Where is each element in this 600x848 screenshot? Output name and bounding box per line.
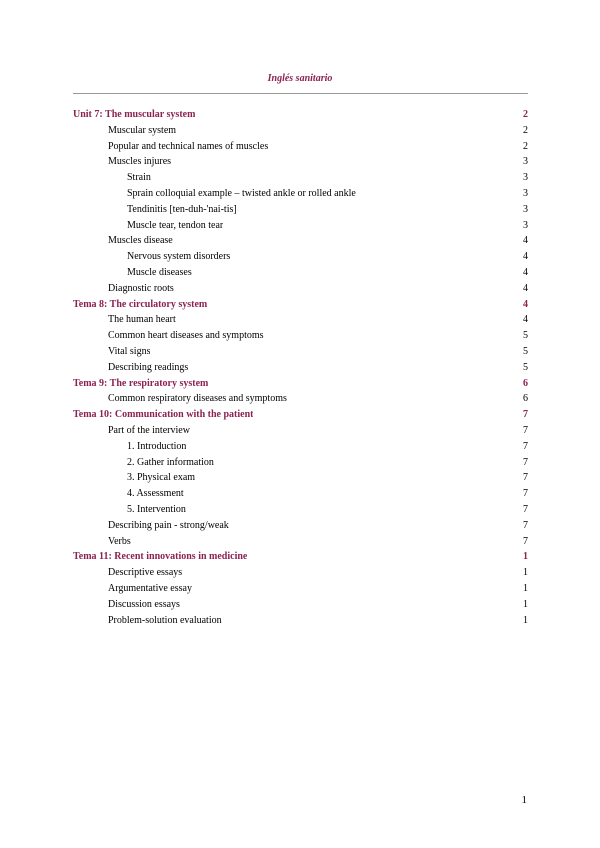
toc-entry-page: 3 (523, 187, 528, 199)
toc-entry-page: 6 (523, 377, 528, 389)
toc-entry[interactable] (73, 249, 528, 265)
toc-entry-page: 7 (523, 409, 528, 421)
page-number: 1 (521, 794, 527, 806)
toc-entry-page: 5 (523, 361, 528, 373)
toc-entry-label: Strain (127, 172, 151, 184)
toc-entry[interactable] (73, 123, 528, 139)
toc-entry-label: Tema 8: The circulatory system (73, 298, 208, 310)
toc-entry[interactable] (73, 218, 528, 234)
toc-entry[interactable] (73, 139, 528, 155)
toc-entry-label: Tema 9: The respiratory system (73, 377, 209, 389)
toc-entry-page: 7 (523, 424, 528, 436)
toc-entry-label: Descriptive essays (108, 567, 183, 579)
toc-entry[interactable] (73, 565, 528, 581)
table-of-contents (73, 107, 528, 628)
toc-entry[interactable] (73, 186, 528, 202)
toc-entry-label: Verbs (108, 535, 131, 547)
toc-entry-label: Describing readings (108, 361, 189, 373)
toc-entry-page: 1 (523, 551, 528, 563)
toc-entry-label: Discussion essays (108, 598, 180, 610)
toc-entry[interactable] (73, 455, 528, 471)
toc-entry-page: 6 (523, 393, 528, 405)
toc-entry-label: Tema 11: Recent innovations in medicine (73, 551, 248, 563)
toc-entry-page: 3 (523, 172, 528, 184)
toc-entry[interactable] (73, 439, 528, 455)
toc-entry[interactable] (73, 391, 528, 407)
toc-entry-label: Common respiratory diseases and symptoms (108, 393, 287, 405)
toc-entry[interactable] (73, 534, 528, 550)
toc-chapter-entry[interactable] (73, 549, 528, 565)
toc-entry-label: Argumentative essay (108, 582, 192, 594)
toc-entry-page: 3 (523, 203, 528, 215)
toc-entry-label: Common heart diseases and symptoms (108, 330, 264, 342)
toc-entry[interactable] (73, 170, 528, 186)
toc-entry-page: 4 (523, 298, 528, 310)
toc-entry-page: 3 (523, 156, 528, 168)
toc-entry-label: Popular and technical names of muscles (108, 140, 269, 152)
toc-entry-label: Tema 10: Communication with the patient (73, 409, 254, 421)
toc-entry[interactable] (73, 202, 528, 218)
toc-entry[interactable] (73, 154, 528, 170)
toc-entry[interactable] (73, 613, 528, 629)
toc-entry[interactable] (73, 328, 528, 344)
toc-entry-page: 2 (523, 124, 528, 136)
toc-entry-label: Diagnostic roots (108, 282, 174, 294)
toc-entry[interactable] (73, 360, 528, 376)
toc-entry-label: Tendinitis [ten-duh-'nai-tis] (127, 203, 237, 215)
toc-chapter-entry[interactable] (73, 407, 528, 423)
toc-entry-page: 7 (523, 488, 528, 500)
toc-entry-page: 1 (523, 614, 528, 626)
toc-entry-page: 7 (523, 472, 528, 484)
toc-entry-label: Vital signs (108, 345, 151, 357)
toc-entry-label: Unit 7: The muscular system (73, 109, 196, 120)
toc-entry-page: 1 (523, 582, 528, 594)
toc-entry-label: 1. Introduction (127, 440, 187, 452)
toc-entry-page: 1 (523, 567, 528, 579)
toc-entry-label: Sprain colloquial example – twisted ankle or rolled ankle (127, 187, 356, 199)
toc-entry-page: 3 (523, 219, 528, 231)
toc-entry[interactable] (73, 344, 528, 360)
toc-entry-page: 5 (523, 330, 528, 342)
toc-entry-page: 7 (523, 440, 528, 452)
header-divider (73, 93, 528, 94)
toc-entry[interactable] (73, 281, 528, 297)
toc-chapter-entry[interactable] (73, 107, 528, 123)
toc-entry[interactable] (73, 502, 528, 518)
toc-entry-page: 4 (523, 282, 528, 294)
toc-entry-page: 4 (523, 235, 528, 247)
toc-entry-label: The human heart (108, 314, 176, 326)
toc-entry[interactable] (73, 423, 528, 439)
toc-entry-label: Nervous system disorders (127, 251, 231, 263)
toc-entry-page: 2 (523, 140, 528, 152)
toc-entry-page: 1 (523, 598, 528, 610)
toc-entry-label: 4. Assessment (127, 488, 184, 500)
toc-chapter-entry[interactable] (73, 297, 528, 313)
toc-entry-label: 2. Gather information (127, 456, 214, 468)
toc-entry-page: 5 (523, 345, 528, 357)
toc-entry-page: 7 (523, 519, 528, 531)
toc-entry-page: 4 (523, 314, 528, 326)
toc-entry[interactable] (73, 265, 528, 281)
toc-entry-page: 4 (523, 266, 528, 278)
toc-entry-label: Problem-solution evaluation (108, 614, 222, 626)
toc-entry-label: Muscle tear, tendon tear (127, 219, 224, 231)
toc-entry-label: Muscle diseases (127, 266, 192, 278)
toc-entry-label: Muscular system (108, 124, 177, 136)
toc-entry-label: Describing pain - strong/weak (108, 519, 229, 531)
toc-entry-label: Muscles disease (108, 235, 173, 247)
toc-entry[interactable] (73, 581, 528, 597)
toc-entry-page: 7 (523, 456, 528, 468)
toc-entry-page: 7 (523, 503, 528, 515)
toc-chapter-entry[interactable] (73, 376, 528, 392)
toc-entry-label: 3. Physical exam (127, 472, 196, 484)
toc-entry-page: 4 (523, 251, 528, 263)
toc-entry[interactable] (73, 486, 528, 502)
toc-entry[interactable] (73, 312, 528, 328)
toc-entry[interactable] (73, 597, 528, 613)
toc-entry-label: Part of the interview (108, 424, 190, 436)
toc-entry-label: 5. Intervention (127, 503, 186, 515)
toc-entry-page: 2 (523, 109, 528, 120)
toc-entry[interactable] (73, 233, 528, 249)
toc-entry-label: Muscles injures (108, 156, 172, 168)
toc-entry[interactable] (73, 518, 528, 534)
toc-entry-page: 7 (523, 535, 528, 547)
document-header-title: Inglés sanitario (267, 73, 333, 84)
toc-entry[interactable] (73, 470, 528, 486)
